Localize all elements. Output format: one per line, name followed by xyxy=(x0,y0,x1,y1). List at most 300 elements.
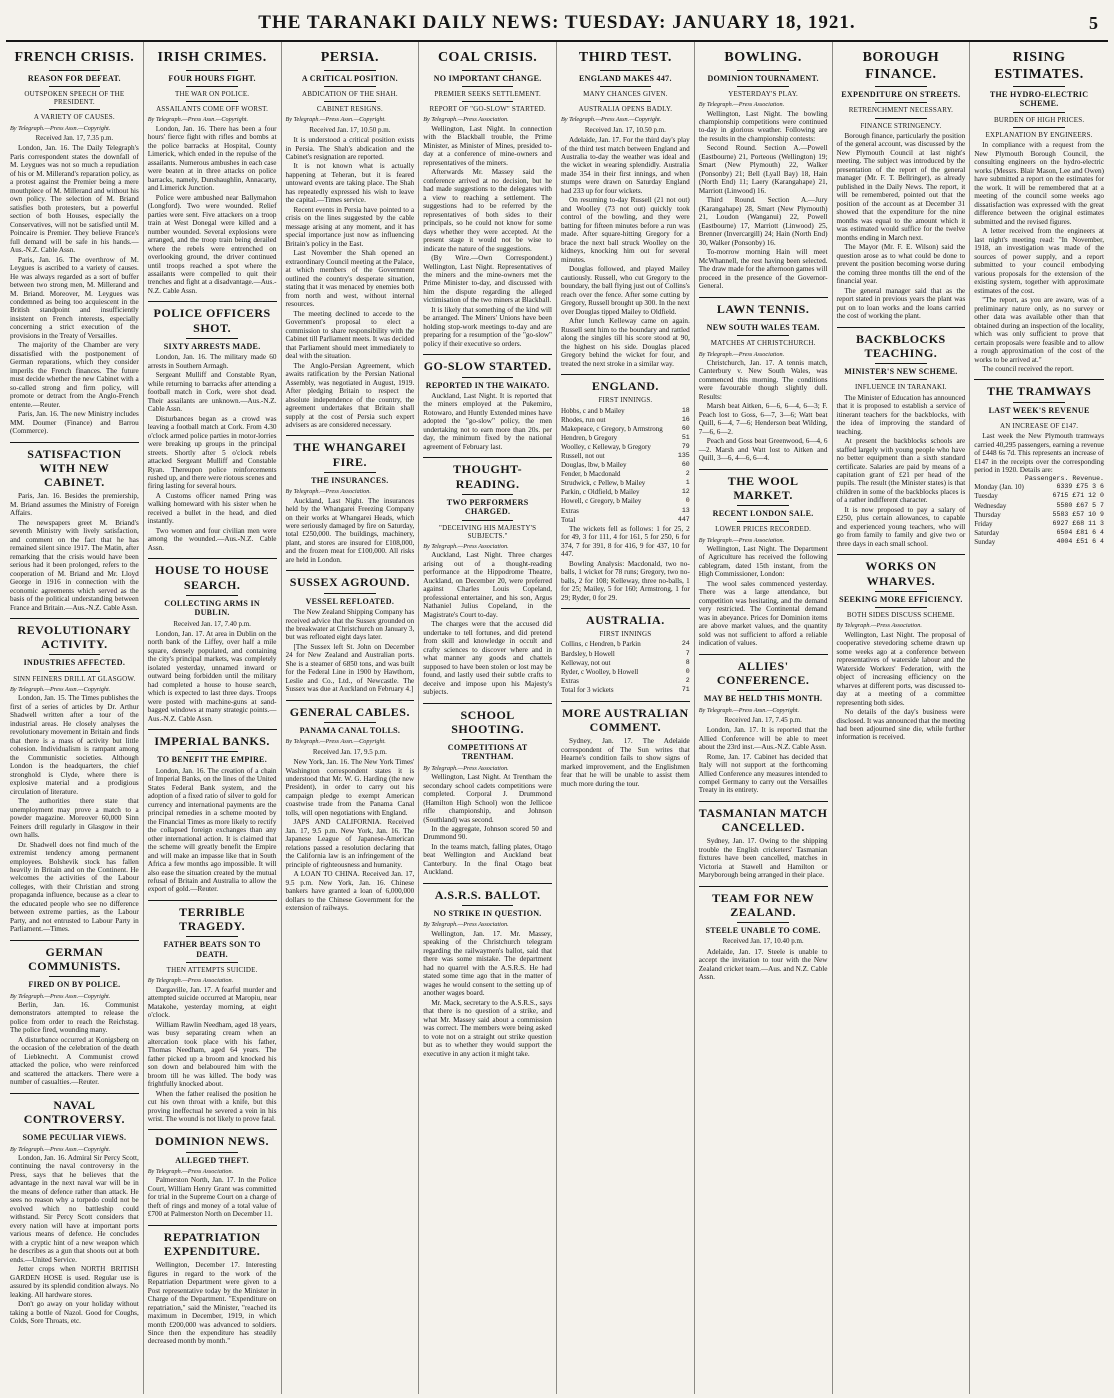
deck-rule xyxy=(875,102,927,103)
article xyxy=(10,1093,139,1326)
subheadline: MANY CHANCES GIVEN. xyxy=(583,89,668,98)
revenue-values: 6715 £71 12 0 xyxy=(1052,492,1104,500)
headline: POLICE OFFICERS SHOT. xyxy=(153,306,271,335)
batsman: Extras xyxy=(561,506,579,515)
article-body xyxy=(423,392,552,451)
batsman: Total xyxy=(561,515,576,524)
revenue-header xyxy=(974,475,1104,484)
paragraph: The majority of the Chamber are very dissatisfied with the postponement of German reparations, which they consider imperils the French finances. The future must decide whether the new Cabinet with a so-called strong and firm policy, will promote or detract from the Anglo-French entente.—Reuter. xyxy=(10,341,139,409)
paragraph: William Rawlin Needham, aged 18 years, was busy separating cream when an altercation took place with his father, Thomas Needham, aged 64 years. The father picked up a broom and knocked his son down and belaboured him with the broom till he was killed. The body was frightfully knocked about. xyxy=(147,1020,277,1089)
article xyxy=(699,469,828,648)
article-separator xyxy=(148,301,277,302)
subheadline: EXPLANATION BY ENGINEERS. xyxy=(985,131,1093,140)
paragraph: Dr. Shadwell does not find much of the extremist tendency among permanent employees. Bolshevik stock has fallen heavily in Britain and on the Continent. He welcomes the activities of the Labour colleges, with their Christian and strong propaganda influence, because as a clear to the educated people who see no difference between extreme parties, as the Labour Party, and not entrusted to Labour Party in Parliament.—Times. xyxy=(10,840,139,934)
paragraph: The charges were that the accused did undertake to tell fortunes, and did pretend from skill and knowledge in occult and crafty sciences to discover where and in what manner any goods and chattels supposed to have been stolen or lost may be found, and lastly used their subtle crafts to deceive and impose upon his Majesty's subjects. xyxy=(423,620,552,697)
headline: WORKS ON WHARVES. xyxy=(865,559,937,588)
paragraph: Police were ambushed near Ballymahon (Longford). Two were wounded. Relief parties were sent. Five attackers on a troop train at West Donegal were killed and a number wounded. Several explosions were arranged, and the troop train being derailed where the rebels were entrenched on overlooking ground, the driver continued until troops reached a spot where the assailants were compelled to quit their trenches and fight at a disadvantage.—Aus.-N.Z. Cable Assn. xyxy=(147,193,277,295)
deck-rule xyxy=(186,86,238,87)
deck-rule xyxy=(49,70,101,71)
runs: 1 xyxy=(685,479,690,487)
subheadline: PANAMA CANAL TOLLS. xyxy=(299,726,401,736)
score-row xyxy=(561,659,690,668)
paragraph: (By Wire.—Own Correspondent.) Wellington, Last Night. Representatives of the miners and the mine-owners met the Prime Minister to-day, and discussed with him the dispute regarding the alleged victimisation of the two miners at Blackball. xyxy=(423,254,552,305)
headline: THOUGHT-READING. xyxy=(453,462,523,491)
batsman: Bardsley, b Howell xyxy=(561,649,615,658)
subheadline: NEW SOUTH WALES TEAM. xyxy=(706,322,820,332)
revenue-day: Friday xyxy=(974,519,993,528)
headline: THE WHANGAREI FIRE. xyxy=(293,440,407,469)
batsman: Douglas, lbw, b Mailey xyxy=(561,461,627,470)
subheadline: FIRST INNINGS. xyxy=(598,396,653,405)
subheadline: FIRST INNINGS xyxy=(599,630,652,639)
wire-credit: By Telegraph.—Press Assn.—Copyright. xyxy=(10,992,111,1000)
headline: REVOLUTIONARY ACTIVITY. xyxy=(17,622,132,652)
deck-rule xyxy=(186,936,238,937)
score-row xyxy=(561,425,690,434)
paragraph: On resuming to-day Russell (21 not out) and Woolley (73 not out) quickly took control of the bowling, and they were batting for fifteen minutes before a run was made. After square-hitting Gregory for a brace the next ball struck Woolley on the kidneys, knocking him out for several minutes. xyxy=(561,196,690,264)
subheadline: THE HYDRO-ELECTRIC SCHEME. xyxy=(989,90,1089,109)
headline: A.S.R.S. BALLOT. xyxy=(434,887,541,902)
paragraph: London, Jan. 16. The creation of a chain of Imperial Banks, on the lines of the United States Federal Bank system, and the adoption of a fixed ratio of silver to gold for currency and international payments are the principal remedies in a scheme mooted by the Financial Times as more likely to rectify the collapsed foreign exchanges than any other international action. It is claimed that the scheme will greatly benefit the Empire and will make an impasse like that in South Africa a few months ago impossible. It will also ease the situation created by the mutual refusal of Britain and Australia to allow the export of gold.—Reuter. xyxy=(147,766,277,894)
article-body xyxy=(148,767,277,894)
paragraph: London, Jan. 16. There has been a four hours' fierce fight with rifles and bombs at the police barracks at Hospital, County Limerick, which ended in the repulse of the assailants. Numerous ambushes in each case were beaten at in three attacks on police barracks, namely, Dunshaughlin, Annacarty, and Limerick Junction. xyxy=(147,124,277,193)
wire-credit: By Telegraph.—Press Association. xyxy=(698,101,785,109)
page-number: 5 xyxy=(1089,13,1098,33)
article-body xyxy=(837,132,966,321)
paragraph: Marsh beat Aitken, 6—6, 6—4, 6—3; F. Peach lost to Goss, 6—7, 3—6; Watt beat Quill, 6—4, 7—6; Henderson beat Wilding, 7—6, 6—2. xyxy=(698,402,828,436)
article-body xyxy=(10,144,139,435)
score-row xyxy=(561,507,690,516)
paragraph: The wool sales commenced yesterday. There was a large attendance, but competition was hesitating, and the demand very restricted. The Continental demand was in abeyance. Prices for Dominion items are above market values, and the quantity sold was not sufficient to afford a reliable indication of values. xyxy=(698,579,828,648)
subheadline: BURDEN OF HIGH PRICES. xyxy=(993,115,1085,124)
paragraph: Recent events in Persia have pointed to a crisis on the lines suggested by the cable message arising at any moment, and it has special importance just now as influencing Britain's policy in the East. xyxy=(285,205,415,248)
article-body xyxy=(148,986,277,1124)
paragraph: London, Jan. 17. At area in Dublin on the north bank of the Liffey, over half a mile square, densely populated, and containing the city's principal markets, was completely isolated yesterday, unnamed inward or outward being forbidden until the military had completed a house to house search, which is expected to last three days. Troops were posted with machine-guns at sand-bagged windows at many strategic points.—Aus.-N.Z. Cable Assn. xyxy=(147,629,277,723)
deck-rule xyxy=(1013,86,1065,87)
deck-rule xyxy=(49,654,101,655)
deck-rule xyxy=(1013,112,1065,113)
deck-rule xyxy=(186,338,238,339)
article xyxy=(423,457,552,696)
article xyxy=(837,554,966,742)
headline: RISING ESTIMATES. xyxy=(994,50,1084,82)
paragraph: Third Round. Section A.—Jury (Karangahape) 28, Smart (New Plymouth) 21, Loudon (Wanganui) 22, Powell (Eastbourne) 17, Marriott (Linwood) 25, Brenner (Invercargill) 24; Hain (North End) 30, Walker (Ponsonby) 16. xyxy=(698,196,828,247)
masthead-title: THE TARANAKI DAILY NEWS: TUESDAY: JANUARY 18, 1921. xyxy=(258,12,856,33)
headline: ALLIES' CONFERENCE. xyxy=(716,658,810,687)
article xyxy=(148,900,277,1124)
revenue-day: Tuesday xyxy=(974,492,998,501)
paragraph: After lunch Kelleway came on again. Russell sent him to the boundary and rattled along the singles till his score stood at 90, the highest on his side. Douglas placed Gregory behind the wicket for four, and treated the next stroke in a similar way. xyxy=(561,317,690,368)
paragraph: Wellington, Last Night. In connection with the Blackball trouble, the Prime Minister, as Minister of Mines, presided to-day at a conference of mine-owners and representatives of the miners. xyxy=(423,124,552,167)
runs: 60 xyxy=(681,461,690,469)
article xyxy=(561,50,690,368)
subheadline: ABDICATION OF THE SHAH. xyxy=(301,89,398,98)
columns xyxy=(6,42,1108,1394)
paragraph: Auckland, Last Night. The insurances held by the Whangarei Freezing Company on their works at Whangarei Heads, which were seriously damaged by fire on Saturday, total £250,000. The buildings, machinery, plant, and stores are insured for £108,000, and the frozen meat for £100,000. All risks are held in London. xyxy=(285,496,415,564)
article xyxy=(148,1225,277,1346)
subheadline: LAST WEEK'S REVENUE xyxy=(988,405,1090,415)
article-separator xyxy=(423,703,552,704)
deck-rule xyxy=(324,70,376,71)
deck-rule xyxy=(462,101,514,102)
wire-credit: By Telegraph.—Press Association. xyxy=(147,1168,234,1176)
subheadline: MATCHES AT CHRISTCHURCH. xyxy=(710,339,816,348)
article-body xyxy=(148,1176,277,1218)
deck-rule xyxy=(462,494,514,495)
article-body xyxy=(699,948,828,982)
deck-rule xyxy=(737,86,789,87)
headline: TASMANIAN MATCH CANCELLED. xyxy=(698,805,828,835)
wire-credit: By Telegraph.—Press Association. xyxy=(423,116,509,124)
subheadline: NO IMPORTANT CHANGE. xyxy=(433,73,542,83)
article-body xyxy=(286,758,415,913)
paragraph: [The Sussex left St. John on December 24 for New Zealand and Australian ports. She is a steamer of 6850 tons, and was built for the Federal Line in 1900 by Hawthorn, Leslie and Co., Ltd., of Newcastle. The Sussex was due at Auckland on February 4.] xyxy=(285,642,415,694)
article-body xyxy=(837,394,966,549)
paragraph: "The report, as you are aware, was of a preliminary nature only, as no survey or other data was available other than that obtained during an inspection of the locality, which was only sufficient to prove that certain proposals were feasible and to allow a rough approximation of the cost of the works to be arrived at." xyxy=(974,296,1104,364)
deck-rule xyxy=(875,86,927,87)
batsman: Total for 3 wickets xyxy=(561,685,614,694)
subheadline: SEEKING MORE EFFICIENCY. xyxy=(839,594,963,604)
batsman: Makepeace, c Gregory, b Armstrong xyxy=(561,424,663,433)
wire-credit: By Telegraph.—Press Association. xyxy=(423,764,509,772)
article xyxy=(561,608,690,695)
revenue-row xyxy=(974,502,1104,511)
score-row xyxy=(561,479,690,488)
article xyxy=(148,558,277,723)
batsman: Collins, c Hendren, b Parkin xyxy=(561,640,641,649)
article-separator xyxy=(10,940,139,941)
article-body xyxy=(699,837,828,879)
article-separator xyxy=(10,618,139,619)
article-separator xyxy=(148,900,277,901)
paragraph: London, Jan. 15. The Times publishes the first of a series of articles by Dr. Arthur Shadwell written after a tour of the industrial areas. He closely analyses the revolutionary movement in Britain and finds that there is a mass of activity but little cohesion. Individualism is rampant among the Communistic societies. Although London is the headquarters, the chief stronghold is Clyde, where there is explosive material and a prodigious circulation of literature. xyxy=(10,694,139,796)
deck-rule xyxy=(49,671,101,672)
paragraph: The Mayor (Mr. F. E. Wilson) said the question arose as to what could be done to prevent the position becoming worse during the coming three months till the end of the financial year. xyxy=(836,243,966,286)
deck-rule xyxy=(324,722,376,723)
paragraph: Wellington, Last Night. The Department of Agriculture has received the following cablegram, dated 15th instant, from the High Commissioner, London: xyxy=(698,544,828,579)
headline: IRISH CRIMES. xyxy=(157,50,267,65)
paragraph: It is understood a critical position exists in Persia. The Shah's abdication and the Cabinet's resignation are reported. xyxy=(285,136,415,161)
batsman: Howell, c Gregory, b Mailey xyxy=(561,497,642,506)
deck-rule xyxy=(875,363,927,364)
paragraph: Last November the Shah opened an extraordinary Council meeting at the Palace, at which members of the Government outlined the country's desperate situation, stating that it was menaced by enemies both from north and west, without internal resources. xyxy=(285,249,415,309)
subheadline: BOTH SIDES DISCUSS SCHEME. xyxy=(846,611,955,620)
deck-rule xyxy=(49,1129,101,1130)
article-separator xyxy=(561,701,690,702)
paragraph: It is now proposed to pay a salary of £250, plus certain allowances, to capable and experienced young teachers, who will go from family to family and give two or three days in each small school. xyxy=(836,505,966,548)
revenue-values: 6927 £68 11 3 xyxy=(1052,519,1104,527)
article-body xyxy=(423,551,552,696)
paragraph: London, Jan. 16. Admiral Sir Percy Scott, continuing the naval controversy in the Press, says that he believes that the advantage in the next naval war will be in the means of defence rather than attack. He sees no reason why a torpedo could not be evolved which no battleship could withstand. Sir Percy Scott considers that every nation will have at important ports various means of defence. He concludes with a cryptic hint of a new weapon which he describes as a gun that shoots out at both ends.—United Service. xyxy=(10,1153,139,1264)
article xyxy=(148,729,277,894)
subheadline: RETRENCHMENT NECESSARY. xyxy=(848,106,954,115)
batsman: Parkin, c Oldfield, b Mailey xyxy=(561,488,640,497)
runs: 18 xyxy=(681,406,690,414)
article xyxy=(699,50,828,291)
score-row xyxy=(561,470,690,479)
subheadline: MAY BE HELD THIS MONTH. xyxy=(703,694,823,704)
article-separator xyxy=(837,327,966,328)
subheadline: ASSAILANTS COME OFF WORST. xyxy=(156,105,269,114)
deck-rule xyxy=(462,520,514,521)
article-body xyxy=(974,432,1104,474)
headline: SCHOOL SHOOTING. xyxy=(451,707,525,736)
paragraph: A disturbance occurred at Konigsberg on the occasion of the celebration of the death of Liebknecht. A Communist crowd attacked the police, who were reinforced and scattered the attackers. There were a number of casualties.—Reuter. xyxy=(10,1035,139,1087)
revenue-day: Saturday xyxy=(974,528,1000,537)
article xyxy=(423,883,552,1058)
column-1 xyxy=(6,42,144,1394)
column-2 xyxy=(144,42,282,1394)
subheadline: ENGLAND MAKES 447. xyxy=(579,73,672,83)
wire-credit: By Telegraph.—Press Assn.—Copyright. xyxy=(285,738,386,746)
deck-rule xyxy=(462,739,514,740)
article xyxy=(699,297,828,463)
deck-rule xyxy=(462,377,514,378)
subheadline: COLLECTING ARMS IN DUBLIN. xyxy=(164,598,260,618)
deck-rule xyxy=(324,593,376,594)
batsman: Extras xyxy=(561,676,579,685)
article-body xyxy=(837,631,966,742)
headline: THIRD TEST. xyxy=(578,50,672,65)
article xyxy=(10,618,139,934)
deck-rule xyxy=(324,86,376,87)
article-separator xyxy=(148,729,277,730)
score-table xyxy=(561,640,690,695)
article xyxy=(423,703,552,877)
deck-rule xyxy=(737,505,789,506)
deck-rule xyxy=(324,472,376,473)
deck-rule xyxy=(600,101,652,102)
headline: AUSTRALIA. xyxy=(586,613,665,628)
wire-credit: By Telegraph.—Press Association. xyxy=(698,536,785,544)
batsman: Rhodes, run out xyxy=(561,415,606,424)
wire-credit: By Telegraph.—Press Assn.—Copyright. xyxy=(285,116,386,124)
wire-credit: By Telegraph.—Press Association. xyxy=(423,921,509,929)
dateline: Received Jan. 17, 10.50 p.m. xyxy=(584,125,666,134)
headline: TERRIBLE TRAGEDY. xyxy=(179,904,246,934)
deck-rule xyxy=(875,591,927,592)
deck-rule xyxy=(737,922,789,923)
subheadline: COMPETITIONS AT TRENTHAM. xyxy=(447,742,528,762)
batsman: Russell, not out xyxy=(561,451,605,460)
subheadline: SOME PECULIAR VIEWS. xyxy=(22,1133,127,1143)
deck-rule xyxy=(186,1152,238,1153)
score-row xyxy=(561,516,690,525)
wire-credit: By Telegraph.—Press Assn.—Copyright. xyxy=(147,116,249,124)
runs: 8 xyxy=(685,658,690,666)
revenue-table xyxy=(974,475,1104,547)
wire-credit: By Telegraph.—Press Association. xyxy=(698,350,785,358)
paragraph: Paris, Jan. 16. Besides the premiership, M. Briand assumes the Ministry of Foreign Affairs. xyxy=(10,492,139,518)
subheadline: THE WAR ON POLICE. xyxy=(175,89,250,98)
article xyxy=(286,700,415,913)
headline: BACKBLOCKS TEACHING. xyxy=(856,331,946,360)
subheadline: DOMINION TOURNAMENT. xyxy=(707,73,819,83)
score-row xyxy=(561,461,690,470)
article-separator xyxy=(10,1093,139,1094)
article-body xyxy=(286,136,415,429)
subheadline: AUSTRALIA OPENS BADLY. xyxy=(578,105,673,114)
runs: 2 xyxy=(685,470,690,478)
article-body xyxy=(10,1001,139,1087)
paragraph: Berlin, Jan. 16. Communist demonstrators attempted to release the police from order to reach the Reichstag. The police fired, wounding many. xyxy=(10,1000,139,1035)
article-separator xyxy=(837,554,966,555)
paragraph: New York, Jan. 16. The New York Times' Washington correspondent states it is understood that Mr. W. G. Harding (the new President), in order to carry out his campaign pledge to exempt American coastwise trade from the Panama Canal tolls, will open negotiations with England. xyxy=(285,758,415,817)
runs: 16 xyxy=(681,415,690,423)
article-body xyxy=(10,1154,139,1326)
article-body xyxy=(148,1261,277,1346)
paragraph: The wickets fell as follows: 1 for 25, 2 for 49, 3 for 111, 4 for 161, 5 for 250, 6 for 374, 7 for 391, 8 for 416, 9 for 437, 10 for 447. xyxy=(561,524,690,559)
article-body xyxy=(561,737,690,788)
deck-rule xyxy=(875,379,927,380)
wire-credit: By Telegraph.—Press Assn.—Copyright. xyxy=(10,124,111,132)
paragraph: Paris, Jan. 16. The overthrow of M. Leygues is ascribed to a variety of causes. He was always regarded as a sort of buffer between two strong men, M. Millerand and M. Briand. Moreover, M. Leygues was condemned as being too acquiescent in the British standpoint and insufficiently insistent on French interests, especially concerning a strict execution of the provisions in the Treaty of Versailles. xyxy=(10,255,139,340)
column-6 xyxy=(695,42,833,1394)
score-row xyxy=(561,407,690,416)
runs: 12 xyxy=(681,488,690,496)
wire-credit: By Telegraph.—Press Assn.—Copyright. xyxy=(561,116,662,124)
paragraph: The general manager said that as the report stated in previous years the plant was put on to loan works and the loans carried the cost of working the plant. xyxy=(836,286,966,321)
article-body xyxy=(423,125,552,349)
headline: THE TRAMWAYS xyxy=(986,384,1092,399)
runs: 7 xyxy=(685,649,690,657)
article-separator xyxy=(423,354,552,355)
paragraph: No details of the day's business were disclosed. It was announced that the meeting had been adjourned sine die, while further information is received. xyxy=(836,708,966,742)
paragraph: JAPS AND CALIFORNIA. Received Jan. 17, 9.5 p.m. New York, Jan. 16. The Japanese League of Japanese-American relations passed a resolution declaring that the California law is an infringement of the principle of righteousness and humanity. xyxy=(285,818,415,869)
article xyxy=(148,1129,277,1218)
article xyxy=(699,654,828,795)
deck-rule xyxy=(462,70,514,71)
subheadline: SINN FEINERS DRILL AT GLASGOW. xyxy=(13,674,136,683)
deck-rule xyxy=(186,962,238,963)
column-3 xyxy=(282,42,420,1394)
article-body xyxy=(423,930,552,1058)
score-row xyxy=(561,416,690,425)
paragraph: Wellington, Last Night. At Trentham the secondary school cadets competitions were completed. Corporal J. Drummond (Hamilton High School) won the Jellicoe rifle championship, and Johnson (Southland) was second. xyxy=(423,773,552,824)
deck-rule xyxy=(875,118,927,119)
revenue-day: Sunday xyxy=(974,537,996,546)
paragraph: A letter received from the engineers at last night's meeting read: "In November, 1918, an investigation was made of the sources of power supply, and a report submitted to your council embodying various proposals for the extension of the existing system, together with approximate estimates of the cost. xyxy=(974,227,1104,295)
runs: 51 xyxy=(681,433,690,441)
paragraph: Palmerston North, Jan. 17. In the Police Court, William Henry Grant was committed for trial in the Supreme Court on a charge of theft of rings and money of a total value of £700 at Palmerston North on December 11. xyxy=(147,1176,277,1219)
headline: DOMINION NEWS. xyxy=(155,1134,269,1149)
deck-rule xyxy=(875,607,927,608)
deck-rule xyxy=(1013,402,1065,403)
deck-rule xyxy=(324,101,376,102)
deck-rule xyxy=(49,976,101,977)
paragraph: London, Jan. 17. It is reported that the Allied Conference will be able to meet about the 23rd inst.—Aus.-N.Z. Cable Assn. xyxy=(698,726,828,752)
article-separator xyxy=(423,883,552,884)
headline: IMPERIAL BANKS. xyxy=(154,734,270,749)
runs: 135 xyxy=(677,451,690,459)
paragraph: Two women and four civilian men were among the wounded.—Aus.-N.Z. Cable Assn. xyxy=(147,526,277,552)
score-row xyxy=(561,488,690,497)
article-body xyxy=(423,773,552,877)
headline: THE WOOL MARKET. xyxy=(727,473,799,502)
article-separator xyxy=(561,608,690,609)
revenue-row xyxy=(974,511,1104,520)
revenue-row xyxy=(974,529,1104,538)
paragraph: A LOAN TO CHINA. Received Jan. 17, 9.5 p.m. New York, Jan. 16. Chinese bankers have granted a loan of 6,000,000 dollars to the Chinese Government for the extension of railways. xyxy=(285,870,415,913)
paragraph: Mr. Mack, secretary to the A.S.R.S., says that there is no question of a strike, and what Mr. Massey said about a commission was correct. The members were being asked to vote not on a straight out strike question but as to whether they would support the executive in any action it might take. xyxy=(423,998,552,1058)
batsman: Hobbs, c and b Mailey xyxy=(561,406,625,415)
article xyxy=(148,301,277,552)
subheadline: AN INCREASE OF £147. xyxy=(999,422,1079,431)
subheadline: FIRED ON BY POLICE. xyxy=(28,980,121,990)
deck-rule xyxy=(737,521,789,522)
paragraph: In the aggregate, Johnson scored 50 and Drummond 90. xyxy=(423,824,552,842)
subheadline: MINISTER'S NEW SCHEME. xyxy=(844,366,958,376)
revenue-day: Monday (Jan. 10) xyxy=(974,483,1024,492)
score-row xyxy=(561,443,690,452)
subheadline: NO STRIKE IN QUESTION. xyxy=(433,909,542,919)
paragraph: Last week the New Plymouth tramways carried 40,295 passengers, earning a revenue of £448 6s 7d. This represents an increase of £147 in the receipts over the corresponding period in 1920. Details are: xyxy=(974,432,1104,475)
paragraph: The Anglo-Persian Agreement, which awaits ratification by the Persian National Assembly, was negotiated in August, 1919. After pledging Britain to respect the absolute independence of the country, the agreement undertakes that Britain shall supply at the cost of Persia such expert advisers as are considered necessary. xyxy=(285,361,415,429)
revenue-values: 5580 £67 5 7 xyxy=(1056,501,1104,509)
subheadline: FINANCE STRINGENCY. xyxy=(860,121,942,130)
revenue-values: 4004 £51 6 4 xyxy=(1056,537,1104,545)
subheadline: THEN ATTEMPTS SUICIDE. xyxy=(166,966,258,975)
article-body xyxy=(699,359,828,463)
article xyxy=(286,50,415,429)
paragraph: Sydney, Jan. 17. The Adelaide correspondent of The Sun writes that Hearne's condition fails to show signs of marked improvement, and the Englishmen fear that he will be unable to assist them much more during the tour. xyxy=(561,737,690,788)
article-body xyxy=(286,497,415,565)
runs: 0 xyxy=(685,667,690,675)
wire-credit: By Telegraph.—Press Assn.—Copyright. xyxy=(698,706,800,714)
wire-credit: By Telegraph.—Press Association. xyxy=(147,977,234,985)
paragraph: In the teams match, falling plates, Otago beat Wellington and Auckland beat Canterbury. In the final Otago beat Auckland. xyxy=(423,842,552,877)
paragraph: Wellington, Jan. 17. Mr. Massey, speaking of the Christchurch telegram regarding the railwaymen's ballot, said that there was some mistake. The department had no quarrel with the A.S.R.S. He had stated some time ago that in the matter of wages he would consent to the setting up of another wages board. xyxy=(423,929,552,998)
paragraph: Sydney, Jan. 17. Owing to the shipping trouble the English cricketers' Tasmanian fixtures have been cancelled, matches in Victoria at Stawell and Hamilton or Maryborough being arranged in their place. xyxy=(698,837,828,880)
subheadline: FATHER BEATS SON TO DEATH. xyxy=(163,940,261,959)
article-body xyxy=(974,141,1104,373)
article-body xyxy=(699,545,828,648)
article-separator xyxy=(286,435,415,436)
headline: LAWN TENNIS. xyxy=(716,301,810,316)
deck-rule xyxy=(600,86,652,87)
article-separator xyxy=(148,558,277,559)
subheadline: ALLEGED THEFT. xyxy=(175,1155,249,1165)
paragraph: Douglas followed, and played Mailey cautiously. Russell, who cut Gregory to the boundary, the ball flying just out of Collins's reach over the fence. After some cutting by Gregory, Russell brought up 300. In the next over Douglas tipped Mailey to Oldfield. xyxy=(561,265,690,316)
paragraph: Jetter crops when NORTH BRITISH GARDEN HOSE is used. Regular use is assured by its splendid condition always. No leaking. All hardware stores. xyxy=(10,1265,139,1299)
runs: 60 xyxy=(681,424,690,432)
score-row xyxy=(561,677,690,686)
revenue-values: 6339 £75 3 6 xyxy=(1056,483,1104,491)
paragraph: The meeting declined to accede to the Government's proposal to elect a commission to share responsibility with the Cabinet till Parliament meets. It was decided that Parliament should meet immediately to deal with the situation. xyxy=(285,309,415,361)
paragraph: Rome, Jan. 17. Cabinet has decided that Italy will not support at the forthcoming Allied Conference any measures intended to compel Germany to carry out the Versailles Treaty in its entirety. xyxy=(698,752,828,795)
paragraph: Wellington, Last Night. The proposal of cooperative stevedoring scheme drawn up some weeks ago at a conference between representatives of waterside labour and the Waterside Workers' Federation, with the object of increasing efficiency on the wharves at different ports, was discussed to-day at a meeting of a committee representing both sides. xyxy=(836,630,966,707)
revenue-row xyxy=(974,538,1104,547)
paragraph: Wellington, Last Night. The bowling championship competitions were continued to-day in glorious weather. Following are the results in the championship contests: xyxy=(698,109,828,143)
deck-rule xyxy=(1013,127,1065,128)
batsman: Ryder, c Woolley, b Howell xyxy=(561,667,639,676)
paragraph: It is not known what is actually happening at Teheran, but it is feared untoward events are taking place. The Shah has repeatedly expressed his wish to leave the capital.—Times service. xyxy=(285,162,415,205)
article-separator xyxy=(699,469,828,470)
batsman: Hendren, b Gregory xyxy=(561,433,618,442)
paragraph: The council received the report. xyxy=(982,365,1074,373)
runs: 2 xyxy=(685,676,690,684)
paragraph: It is likely that something of the kind will be arranged. The Miners' Unions have been holding stop-work meetings to-day and are preparing for a resumption of the "go-slow" policy if their executive so orders. xyxy=(423,305,552,348)
article-separator xyxy=(699,801,828,802)
article xyxy=(423,354,552,451)
article-body xyxy=(148,353,277,552)
deck-rule xyxy=(737,690,789,691)
article xyxy=(699,801,828,880)
runs: 13 xyxy=(681,506,690,514)
paragraph: A Customs officer named Pring was walking homeward with his sister when he received a bullet in the head, and died instantly. xyxy=(147,491,277,526)
article xyxy=(423,50,552,348)
batsman: Fender, b Macdonald xyxy=(561,470,621,479)
